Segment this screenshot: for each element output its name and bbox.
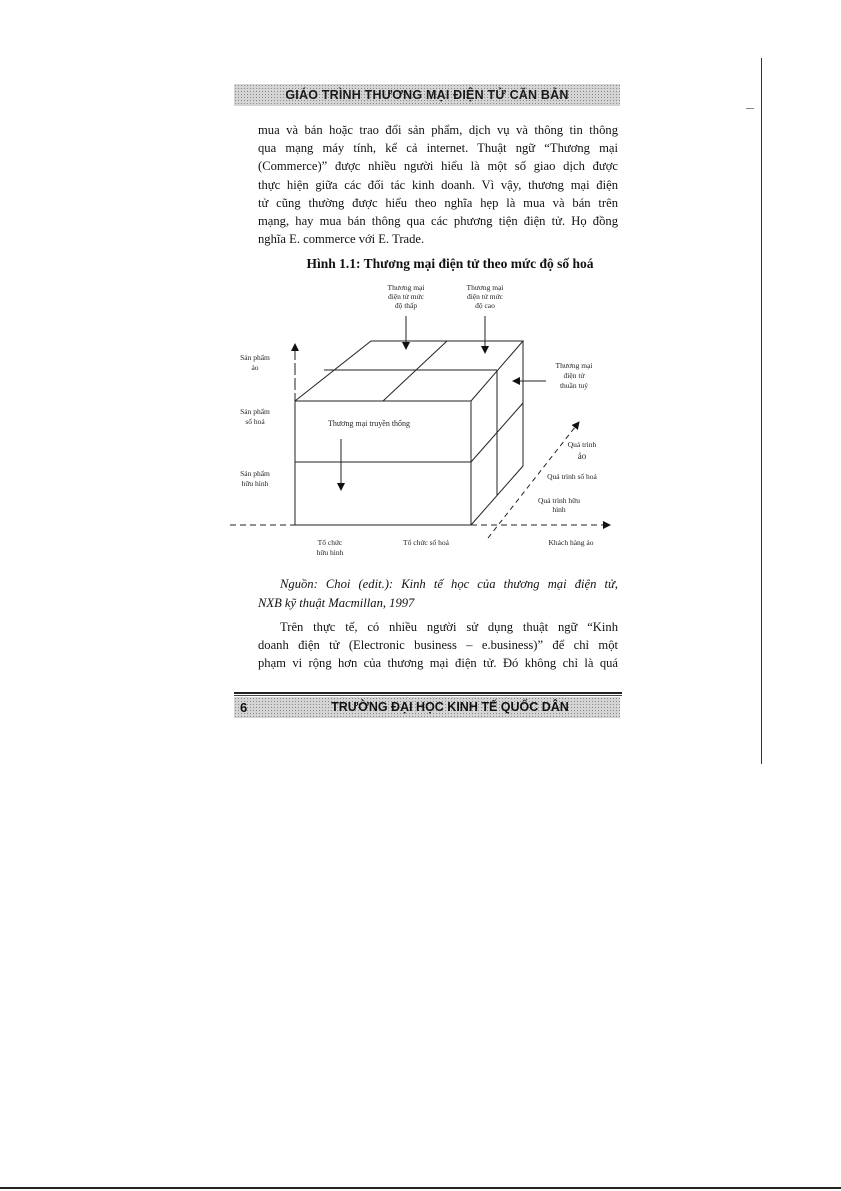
label-physical-process-2: hình [552, 505, 566, 514]
y-label-digital-1: Sản phẩm [240, 407, 270, 416]
label-pure-ec-1: Thương mại [555, 361, 593, 370]
digitization-cube-diagram [230, 276, 630, 576]
label-virtual-process-1: Quá trình [567, 440, 597, 449]
y-label-physical-1: Sản phẩm [240, 469, 270, 478]
footer-rule-thin [234, 695, 622, 696]
y-label-virtual-2: ảo [251, 363, 259, 372]
paragraph-2 [258, 618, 618, 673]
label-pure-ec-2: điện tử [563, 371, 585, 380]
paragraph-line: nghĩa E. commerce với E. Trade. [258, 232, 425, 247]
label-high-level-2: điện tử mức [466, 292, 504, 301]
paragraph-line: tử cũng thường được hiểu theo nghĩa hẹp là mua và bán trên [258, 195, 618, 210]
footer-rule [234, 692, 622, 694]
paragraph-line: mạng, hay mua bán thông qua các phương tiện điện tử. Họ đồng [258, 214, 618, 229]
paragraph-line: mua và bán hoặc trao đổi sản phẩm, dịch vụ và thông tin thông [258, 123, 618, 137]
label-low-level-1: Thương mại [387, 283, 425, 292]
y-label-virtual-1: Sản phẩm [240, 353, 270, 362]
paragraph-line: Trên thực tế, có nhiều người sử dụng thuật ngữ “Kinh [280, 620, 618, 634]
cube-top-face [295, 341, 523, 401]
page-number: 6 [240, 700, 248, 715]
figure-caption: Hình 1.1: Thương mại điện tử theo mức độ số hoá [306, 256, 594, 271]
scan-mark [746, 108, 754, 109]
running-footer-title: TRƯỜNG ĐẠI HỌC KINH TẾ QUỐC DÂN [331, 700, 569, 714]
label-high-level-3: độ cao [475, 301, 495, 310]
paragraph-line: phạm vi rộng hơn của thương mại điện tử. Đó không chỉ là quá [258, 656, 618, 671]
x-label-physical-2: hữu hình [316, 548, 344, 557]
margin-rule [761, 58, 762, 764]
running-header-title: GIÁO TRÌNH THƯƠNG MẠI ĐIỆN TỬ CĂN BẢN [285, 88, 569, 102]
source-line-1: Nguồn: Choi (edit.): Kinh tế học của thương mại điện tử, [280, 577, 618, 591]
paragraph-line: qua mạng máy tính, kể cả internet. Thuật ngữ “Thương mại [258, 141, 618, 156]
page-bottom-rule [0, 1187, 841, 1189]
label-traditional-commerce: Thương mại truyền thống [327, 419, 411, 428]
label-high-level-1: Thương mại [466, 283, 504, 292]
label-virtual-process-2: ảo [577, 451, 587, 461]
y-label-digital-2: số hoá [245, 417, 265, 426]
x-label-physical-1: Tổ chức [317, 538, 343, 547]
y-label-physical-2: hữu hình [241, 479, 269, 488]
source-line-2: NXB kỹ thuật Macmillan, 1997 [258, 596, 415, 610]
paragraph-line: doanh điện tử (Electronic business – e.business)” để chỉ một [258, 638, 618, 653]
cube-top-divider-v [383, 341, 447, 401]
label-digital-process: Quá trình số hoá [547, 472, 597, 481]
label-low-level-2: điện tử mức [387, 292, 425, 301]
paragraph-line: thực hiện giữa các đối tác kinh doanh. Vì vậy, thương mại điện [258, 177, 618, 192]
paragraph-line: (Commerce)” được nhiều người hiểu là một số giao dịch được [258, 159, 618, 174]
x-label-digital: Tổ chức số hoá [403, 538, 449, 547]
figure-source-note [258, 575, 618, 613]
label-physical-process-1: Quá trình hữu [538, 496, 580, 505]
paragraph-1 [258, 121, 618, 248]
x-label-virtual: Khách hàng ảo [548, 538, 594, 547]
label-pure-ec-3: thuần tuý [559, 381, 589, 390]
label-low-level-3: độ thấp [394, 301, 418, 310]
